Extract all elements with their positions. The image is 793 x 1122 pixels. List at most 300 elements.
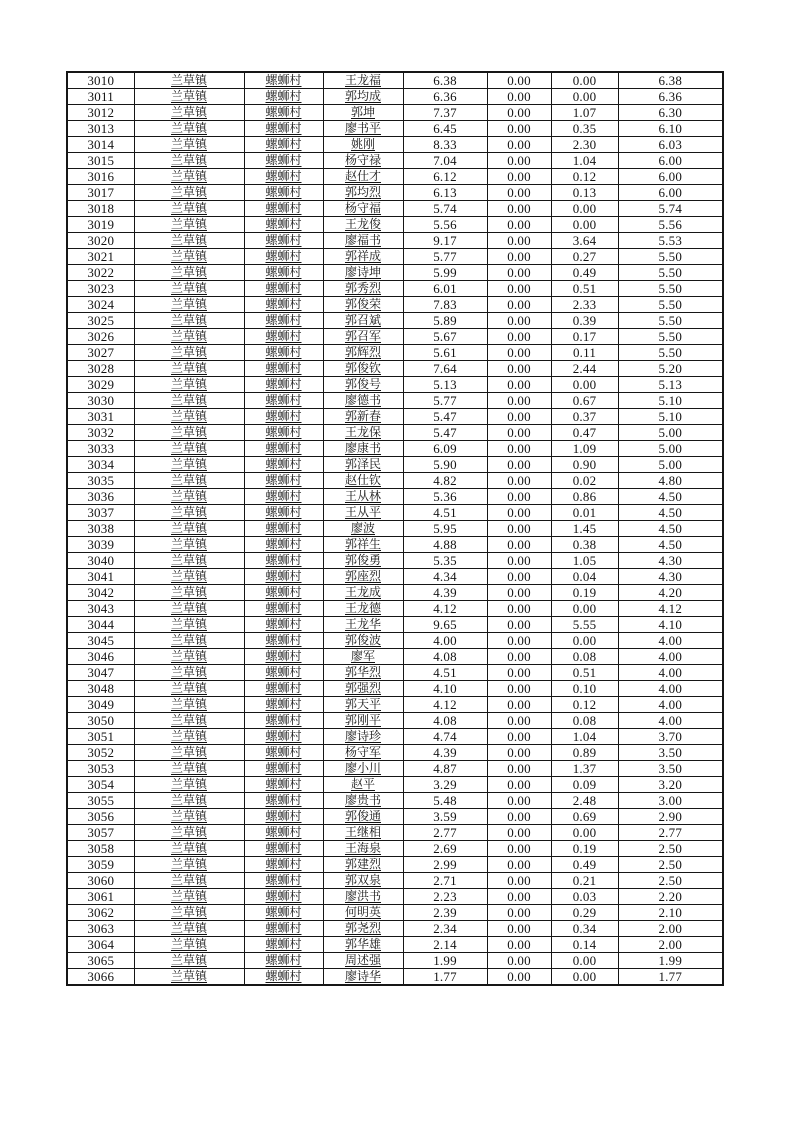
cell-value-2: 0.00 — [487, 361, 551, 377]
cell-serial-number: 3059 — [67, 857, 134, 873]
cell-person-name: 郭俊波 — [323, 633, 403, 649]
cell-value-3: 0.00 — [551, 89, 618, 105]
table-row — [67, 72, 723, 89]
cell-village: 螺蛳村 — [244, 889, 323, 905]
cell-value-4: 2.50 — [618, 841, 723, 857]
table-row — [67, 345, 723, 361]
cell-value-3: 0.37 — [551, 409, 618, 425]
cell-value-1: 4.12 — [403, 697, 487, 713]
cell-town: 兰草镇 — [134, 393, 244, 409]
cell-serial-number: 3030 — [67, 393, 134, 409]
cell-value-1: 4.12 — [403, 601, 487, 617]
table-row — [67, 761, 723, 777]
cell-village: 螺蛳村 — [244, 761, 323, 777]
cell-serial-number: 3012 — [67, 105, 134, 121]
cell-person-name: 廖诗坤 — [323, 265, 403, 281]
cell-serial-number: 3038 — [67, 521, 134, 537]
cell-value-2: 0.00 — [487, 521, 551, 537]
cell-value-4: 4.00 — [618, 665, 723, 681]
cell-village: 螺蛳村 — [244, 937, 323, 953]
cell-village: 螺蛳村 — [244, 521, 323, 537]
cell-value-3: 0.00 — [551, 953, 618, 969]
cell-value-2: 0.00 — [487, 729, 551, 745]
cell-person-name: 杨守军 — [323, 745, 403, 761]
cell-value-4: 5.50 — [618, 313, 723, 329]
cell-person-name: 王龙华 — [323, 617, 403, 633]
cell-serial-number: 3056 — [67, 809, 134, 825]
table-row — [67, 521, 723, 537]
table-row — [67, 793, 723, 809]
cell-value-3: 0.00 — [551, 633, 618, 649]
cell-town: 兰草镇 — [134, 313, 244, 329]
cell-serial-number: 3044 — [67, 617, 134, 633]
cell-town: 兰草镇 — [134, 265, 244, 281]
cell-serial-number: 3011 — [67, 89, 134, 105]
cell-serial-number: 3032 — [67, 425, 134, 441]
cell-value-1: 1.99 — [403, 953, 487, 969]
cell-value-1: 3.29 — [403, 777, 487, 793]
cell-value-3: 0.27 — [551, 249, 618, 265]
cell-village: 螺蛳村 — [244, 649, 323, 665]
cell-value-3: 0.00 — [551, 201, 618, 217]
table-row — [67, 569, 723, 585]
cell-village: 螺蛳村 — [244, 553, 323, 569]
table-row — [67, 729, 723, 745]
cell-value-2: 0.00 — [487, 137, 551, 153]
cell-town: 兰草镇 — [134, 825, 244, 841]
cell-value-2: 0.00 — [487, 72, 551, 89]
cell-village: 螺蛳村 — [244, 601, 323, 617]
cell-village: 螺蛳村 — [244, 281, 323, 297]
cell-value-3: 0.12 — [551, 697, 618, 713]
cell-serial-number: 3055 — [67, 793, 134, 809]
cell-value-3: 2.48 — [551, 793, 618, 809]
cell-value-4: 4.80 — [618, 473, 723, 489]
cell-town: 兰草镇 — [134, 249, 244, 265]
cell-town: 兰草镇 — [134, 425, 244, 441]
cell-value-3: 0.00 — [551, 72, 618, 89]
cell-value-1: 5.90 — [403, 457, 487, 473]
cell-value-1: 6.12 — [403, 169, 487, 185]
cell-value-4: 6.36 — [618, 89, 723, 105]
cell-person-name: 廖书平 — [323, 121, 403, 137]
cell-person-name: 廖德书 — [323, 393, 403, 409]
cell-person-name: 赵平 — [323, 777, 403, 793]
cell-value-4: 5.50 — [618, 329, 723, 345]
cell-value-3: 0.11 — [551, 345, 618, 361]
table-row — [67, 329, 723, 345]
cell-value-4: 2.50 — [618, 857, 723, 873]
cell-value-1: 2.34 — [403, 921, 487, 937]
cell-village: 螺蛳村 — [244, 745, 323, 761]
table-row — [67, 665, 723, 681]
cell-value-4: 6.10 — [618, 121, 723, 137]
cell-person-name: 王从林 — [323, 489, 403, 505]
cell-person-name: 郭华雄 — [323, 937, 403, 953]
cell-value-1: 5.67 — [403, 329, 487, 345]
cell-person-name: 郭祥生 — [323, 537, 403, 553]
cell-serial-number: 3022 — [67, 265, 134, 281]
cell-value-4: 3.70 — [618, 729, 723, 745]
table-row — [67, 585, 723, 601]
cell-value-4: 3.00 — [618, 793, 723, 809]
table-row — [67, 377, 723, 393]
table-row — [67, 601, 723, 617]
cell-village: 螺蛳村 — [244, 633, 323, 649]
cell-value-1: 1.77 — [403, 969, 487, 986]
cell-serial-number: 3028 — [67, 361, 134, 377]
cell-value-2: 0.00 — [487, 889, 551, 905]
cell-village: 螺蛳村 — [244, 489, 323, 505]
table-row — [67, 505, 723, 521]
cell-value-4: 6.38 — [618, 72, 723, 89]
cell-serial-number: 3024 — [67, 297, 134, 313]
cell-value-4: 5.74 — [618, 201, 723, 217]
cell-village: 螺蛳村 — [244, 473, 323, 489]
cell-town: 兰草镇 — [134, 777, 244, 793]
table-row — [67, 921, 723, 937]
cell-value-2: 0.00 — [487, 649, 551, 665]
cell-value-1: 4.08 — [403, 713, 487, 729]
cell-town: 兰草镇 — [134, 505, 244, 521]
cell-town: 兰草镇 — [134, 105, 244, 121]
cell-village: 螺蛳村 — [244, 585, 323, 601]
cell-value-4: 5.50 — [618, 297, 723, 313]
table-row — [67, 201, 723, 217]
table-row — [67, 281, 723, 297]
cell-value-1: 4.74 — [403, 729, 487, 745]
cell-serial-number: 3043 — [67, 601, 134, 617]
cell-village: 螺蛳村 — [244, 713, 323, 729]
cell-value-2: 0.00 — [487, 233, 551, 249]
cell-value-4: 4.00 — [618, 713, 723, 729]
cell-village: 螺蛳村 — [244, 729, 323, 745]
cell-value-4: 5.10 — [618, 409, 723, 425]
cell-value-3: 0.08 — [551, 649, 618, 665]
cell-value-3: 1.07 — [551, 105, 618, 121]
cell-value-4: 2.10 — [618, 905, 723, 921]
cell-person-name: 郭坤 — [323, 105, 403, 121]
table-row — [67, 153, 723, 169]
cell-value-2: 0.00 — [487, 89, 551, 105]
cell-town: 兰草镇 — [134, 873, 244, 889]
cell-value-1: 7.37 — [403, 105, 487, 121]
cell-serial-number: 3048 — [67, 681, 134, 697]
table-row — [67, 777, 723, 793]
cell-person-name: 赵仕才 — [323, 169, 403, 185]
cell-village: 螺蛳村 — [244, 777, 323, 793]
cell-person-name: 廖波 — [323, 521, 403, 537]
cell-town: 兰草镇 — [134, 233, 244, 249]
table-row — [67, 169, 723, 185]
cell-value-3: 0.21 — [551, 873, 618, 889]
cell-value-3: 0.00 — [551, 217, 618, 233]
cell-value-4: 5.50 — [618, 281, 723, 297]
cell-person-name: 郭尧烈 — [323, 921, 403, 937]
cell-value-3: 0.12 — [551, 169, 618, 185]
cell-value-4: 1.77 — [618, 969, 723, 986]
cell-village: 螺蛳村 — [244, 617, 323, 633]
table-row — [67, 233, 723, 249]
cell-value-4: 4.00 — [618, 633, 723, 649]
records-table — [66, 71, 724, 986]
cell-village: 螺蛳村 — [244, 441, 323, 457]
cell-serial-number: 3031 — [67, 409, 134, 425]
cell-value-2: 0.00 — [487, 409, 551, 425]
cell-village: 螺蛳村 — [244, 329, 323, 345]
cell-value-3: 0.19 — [551, 841, 618, 857]
cell-town: 兰草镇 — [134, 969, 244, 986]
cell-value-3: 1.05 — [551, 553, 618, 569]
cell-serial-number: 3035 — [67, 473, 134, 489]
cell-town: 兰草镇 — [134, 905, 244, 921]
cell-value-3: 1.04 — [551, 153, 618, 169]
cell-serial-number: 3042 — [67, 585, 134, 601]
cell-value-2: 0.00 — [487, 969, 551, 986]
cell-serial-number: 3037 — [67, 505, 134, 521]
cell-value-1: 4.51 — [403, 665, 487, 681]
cell-value-4: 4.00 — [618, 697, 723, 713]
cell-value-1: 4.87 — [403, 761, 487, 777]
cell-village: 螺蛳村 — [244, 905, 323, 921]
cell-town: 兰草镇 — [134, 953, 244, 969]
cell-serial-number: 3019 — [67, 217, 134, 233]
cell-village: 螺蛳村 — [244, 841, 323, 857]
cell-value-4: 4.50 — [618, 489, 723, 505]
cell-value-1: 5.77 — [403, 249, 487, 265]
cell-value-4: 4.20 — [618, 585, 723, 601]
cell-town: 兰草镇 — [134, 281, 244, 297]
table-row — [67, 425, 723, 441]
cell-value-3: 5.55 — [551, 617, 618, 633]
cell-person-name: 郭俊勇 — [323, 553, 403, 569]
cell-town: 兰草镇 — [134, 473, 244, 489]
cell-value-2: 0.00 — [487, 777, 551, 793]
cell-person-name: 郭座烈 — [323, 569, 403, 585]
cell-value-1: 2.14 — [403, 937, 487, 953]
cell-value-1: 5.61 — [403, 345, 487, 361]
cell-town: 兰草镇 — [134, 921, 244, 937]
cell-value-2: 0.00 — [487, 297, 551, 313]
cell-person-name: 郭强烈 — [323, 681, 403, 697]
table-row — [67, 809, 723, 825]
cell-value-3: 0.00 — [551, 825, 618, 841]
cell-value-4: 5.56 — [618, 217, 723, 233]
cell-person-name: 郭新春 — [323, 409, 403, 425]
cell-village: 螺蛳村 — [244, 921, 323, 937]
cell-value-3: 1.04 — [551, 729, 618, 745]
cell-value-4: 5.13 — [618, 377, 723, 393]
table-row — [67, 361, 723, 377]
cell-village: 螺蛳村 — [244, 169, 323, 185]
cell-serial-number: 3040 — [67, 553, 134, 569]
cell-person-name: 郭俊号 — [323, 377, 403, 393]
cell-value-4: 2.90 — [618, 809, 723, 825]
cell-town: 兰草镇 — [134, 809, 244, 825]
cell-village: 螺蛳村 — [244, 89, 323, 105]
table-row — [67, 249, 723, 265]
cell-village: 螺蛳村 — [244, 249, 323, 265]
cell-value-4: 4.12 — [618, 601, 723, 617]
cell-serial-number: 3014 — [67, 137, 134, 153]
cell-value-3: 0.29 — [551, 905, 618, 921]
cell-person-name: 王龙福 — [323, 72, 403, 89]
cell-serial-number: 3033 — [67, 441, 134, 457]
cell-value-3: 0.34 — [551, 921, 618, 937]
cell-value-1: 5.48 — [403, 793, 487, 809]
cell-village: 螺蛳村 — [244, 425, 323, 441]
cell-value-3: 1.45 — [551, 521, 618, 537]
cell-serial-number: 3063 — [67, 921, 134, 937]
cell-serial-number: 3039 — [67, 537, 134, 553]
cell-value-4: 5.10 — [618, 393, 723, 409]
table-row — [67, 393, 723, 409]
cell-value-2: 0.00 — [487, 121, 551, 137]
cell-village: 螺蛳村 — [244, 457, 323, 473]
cell-village: 螺蛳村 — [244, 121, 323, 137]
cell-value-3: 0.02 — [551, 473, 618, 489]
cell-value-2: 0.00 — [487, 905, 551, 921]
cell-value-4: 4.30 — [618, 553, 723, 569]
cell-serial-number: 3036 — [67, 489, 134, 505]
cell-value-4: 5.53 — [618, 233, 723, 249]
cell-town: 兰草镇 — [134, 169, 244, 185]
cell-value-3: 0.49 — [551, 265, 618, 281]
cell-value-1: 6.45 — [403, 121, 487, 137]
cell-person-name: 郭天平 — [323, 697, 403, 713]
table-row — [67, 137, 723, 153]
cell-village: 螺蛳村 — [244, 537, 323, 553]
cell-value-4: 2.00 — [618, 921, 723, 937]
cell-value-3: 0.09 — [551, 777, 618, 793]
cell-serial-number: 3027 — [67, 345, 134, 361]
cell-value-4: 1.99 — [618, 953, 723, 969]
table-row — [67, 825, 723, 841]
cell-value-3: 0.08 — [551, 713, 618, 729]
cell-town: 兰草镇 — [134, 121, 244, 137]
cell-town: 兰草镇 — [134, 745, 244, 761]
cell-village: 螺蛳村 — [244, 665, 323, 681]
cell-serial-number: 3041 — [67, 569, 134, 585]
cell-person-name: 杨守福 — [323, 201, 403, 217]
cell-value-2: 0.00 — [487, 825, 551, 841]
cell-village: 螺蛳村 — [244, 72, 323, 89]
cell-village: 螺蛳村 — [244, 857, 323, 873]
table-row — [67, 265, 723, 281]
table-row — [67, 745, 723, 761]
cell-town: 兰草镇 — [134, 553, 244, 569]
cell-value-3: 0.38 — [551, 537, 618, 553]
cell-village: 螺蛳村 — [244, 185, 323, 201]
cell-village: 螺蛳村 — [244, 697, 323, 713]
cell-value-2: 0.00 — [487, 345, 551, 361]
cell-person-name: 姚刚 — [323, 137, 403, 153]
cell-town: 兰草镇 — [134, 937, 244, 953]
table-row — [67, 217, 723, 233]
cell-value-1: 4.39 — [403, 745, 487, 761]
cell-value-2: 0.00 — [487, 425, 551, 441]
cell-serial-number: 3021 — [67, 249, 134, 265]
cell-value-4: 2.77 — [618, 825, 723, 841]
cell-person-name: 郭俊通 — [323, 809, 403, 825]
cell-person-name: 郭泽民 — [323, 457, 403, 473]
cell-person-name: 郭均烈 — [323, 185, 403, 201]
table-row — [67, 649, 723, 665]
cell-value-2: 0.00 — [487, 201, 551, 217]
cell-serial-number: 3016 — [67, 169, 134, 185]
cell-value-1: 4.88 — [403, 537, 487, 553]
cell-value-2: 0.00 — [487, 601, 551, 617]
cell-serial-number: 3051 — [67, 729, 134, 745]
cell-value-2: 0.00 — [487, 873, 551, 889]
cell-value-3: 2.30 — [551, 137, 618, 153]
cell-serial-number: 3010 — [67, 72, 134, 89]
cell-value-3: 0.14 — [551, 937, 618, 953]
cell-value-4: 2.50 — [618, 873, 723, 889]
cell-value-4: 5.00 — [618, 441, 723, 457]
cell-value-4: 3.20 — [618, 777, 723, 793]
cell-value-3: 0.51 — [551, 665, 618, 681]
table-row — [67, 105, 723, 121]
table-row — [67, 185, 723, 201]
cell-value-3: 0.47 — [551, 425, 618, 441]
cell-village: 螺蛳村 — [244, 297, 323, 313]
cell-town: 兰草镇 — [134, 489, 244, 505]
cell-value-2: 0.00 — [487, 249, 551, 265]
table-row — [67, 697, 723, 713]
cell-person-name: 郭祥成 — [323, 249, 403, 265]
cell-value-1: 2.23 — [403, 889, 487, 905]
cell-value-1: 5.36 — [403, 489, 487, 505]
cell-value-2: 0.00 — [487, 217, 551, 233]
cell-serial-number: 3064 — [67, 937, 134, 953]
cell-town: 兰草镇 — [134, 345, 244, 361]
cell-value-2: 0.00 — [487, 857, 551, 873]
cell-value-2: 0.00 — [487, 633, 551, 649]
cell-value-2: 0.00 — [487, 153, 551, 169]
cell-value-3: 0.69 — [551, 809, 618, 825]
cell-value-1: 9.17 — [403, 233, 487, 249]
table-row — [67, 473, 723, 489]
cell-village: 螺蛳村 — [244, 569, 323, 585]
cell-value-1: 2.69 — [403, 841, 487, 857]
cell-town: 兰草镇 — [134, 441, 244, 457]
cell-person-name: 廖诗华 — [323, 969, 403, 986]
cell-value-2: 0.00 — [487, 617, 551, 633]
cell-village: 螺蛳村 — [244, 825, 323, 841]
table-row — [67, 89, 723, 105]
cell-town: 兰草镇 — [134, 72, 244, 89]
cell-person-name: 郭召军 — [323, 329, 403, 345]
cell-value-3: 0.10 — [551, 681, 618, 697]
table-row — [67, 457, 723, 473]
cell-value-2: 0.00 — [487, 265, 551, 281]
cell-town: 兰草镇 — [134, 681, 244, 697]
cell-value-1: 6.36 — [403, 89, 487, 105]
cell-serial-number: 3029 — [67, 377, 134, 393]
cell-value-1: 6.09 — [403, 441, 487, 457]
cell-value-1: 9.65 — [403, 617, 487, 633]
cell-value-1: 5.56 — [403, 217, 487, 233]
cell-value-2: 0.00 — [487, 537, 551, 553]
cell-value-4: 5.00 — [618, 457, 723, 473]
cell-value-2: 0.00 — [487, 761, 551, 777]
cell-value-3: 0.67 — [551, 393, 618, 409]
cell-village: 螺蛳村 — [244, 873, 323, 889]
cell-value-1: 2.71 — [403, 873, 487, 889]
cell-value-1: 6.01 — [403, 281, 487, 297]
cell-value-3: 0.01 — [551, 505, 618, 521]
